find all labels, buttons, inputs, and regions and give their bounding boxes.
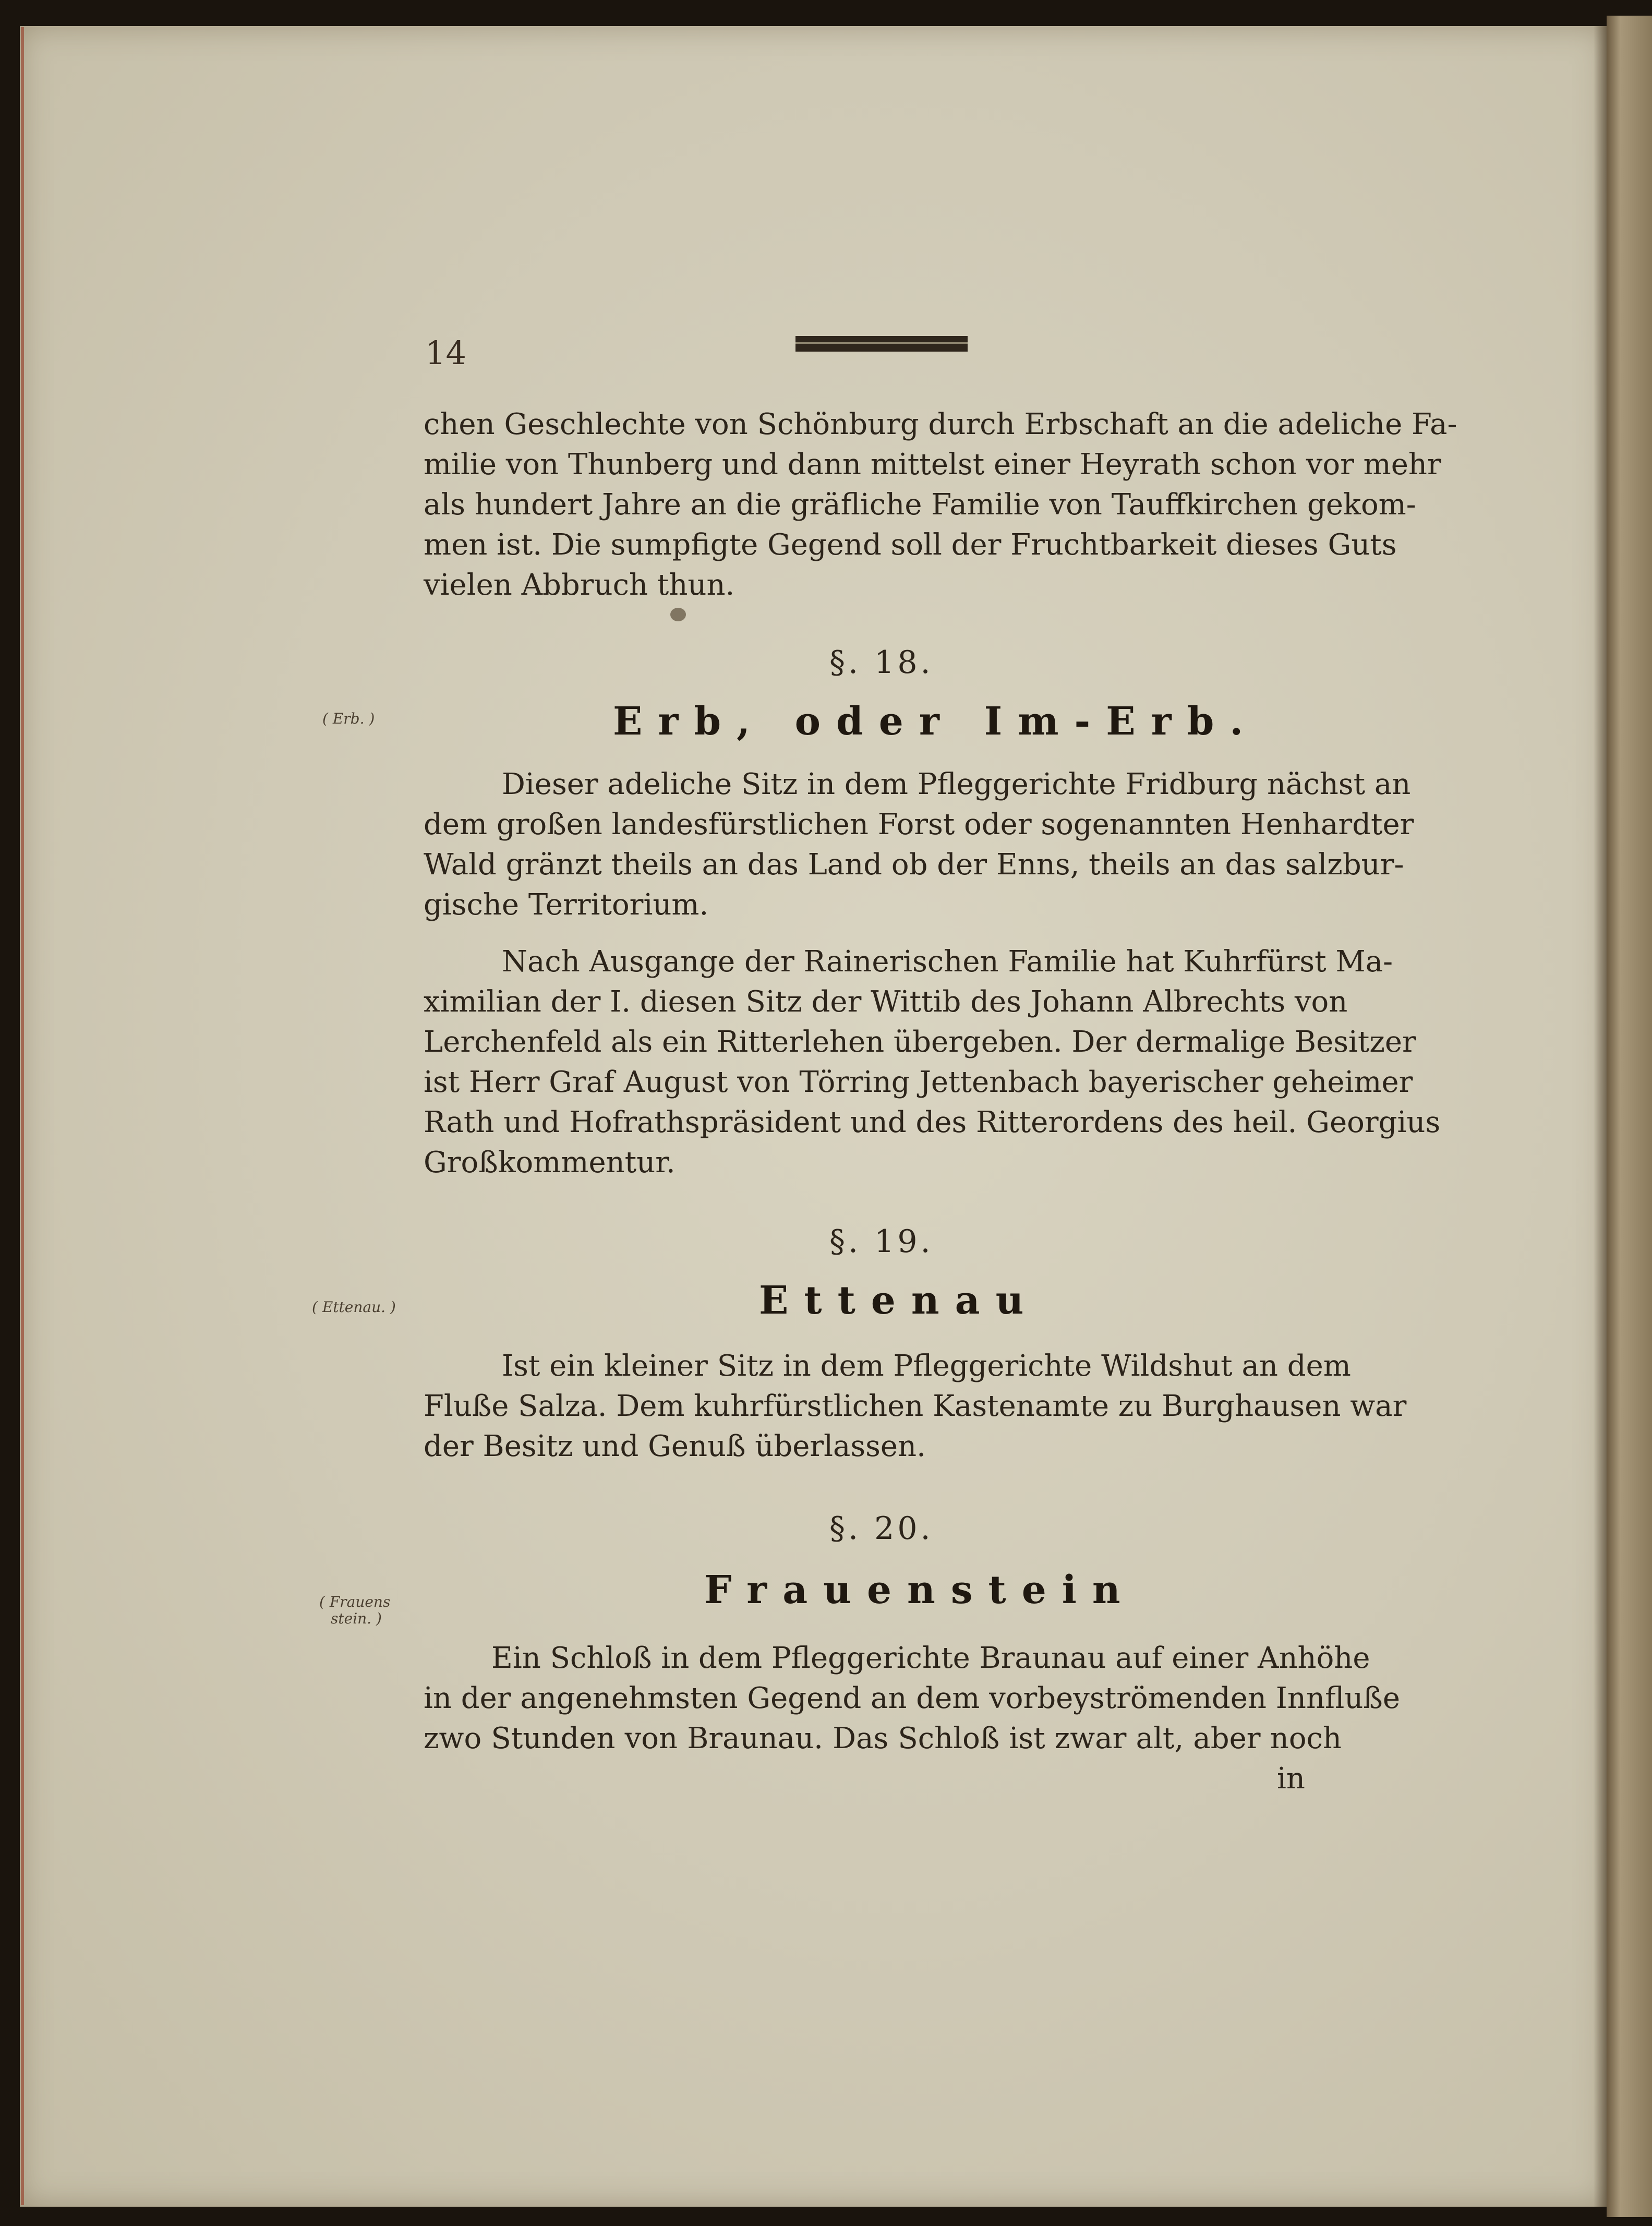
- page-red-edge: [21, 27, 24, 2205]
- text-line: dem großen landesfürstlichen Forst oder sogenannten Henhardter: [424, 808, 1414, 841]
- text-line: milie von Thunberg und dann mittelst einer Heyrath schon vor mehr: [424, 448, 1441, 482]
- text-line: men ist. Die sumpfigte Gegend soll der Fruchtbarkeit dieses Guts: [424, 528, 1397, 562]
- margin-note-line: stein. ): [331, 1610, 382, 1627]
- section-number: §. 19.: [829, 1223, 934, 1260]
- section-paragraph: [424, 1638, 1400, 1799]
- text-line: als hundert Jahre an die gräfliche Familie von Tauffkirchen gekom-: [424, 488, 1416, 522]
- text-line: Ist ein kleiner Sitz in dem Pfleggerichte Wildshut an dem: [502, 1349, 1351, 1383]
- text-line: Großkommentur.: [424, 1146, 676, 1180]
- text-line: Ein Schloß in dem Pfleggerichte Braunau auf einer Anhöhe: [491, 1641, 1370, 1675]
- text-line: Dieser adeliche Sitz in dem Pfleggerichte Fridburg nächst an: [502, 767, 1411, 801]
- text-line: ist Herr Graf August von Törring Jettenbach bayerischer geheimer: [424, 1065, 1413, 1099]
- ink-stain: [670, 608, 686, 621]
- catchword: in: [1277, 1762, 1305, 1796]
- margin-note: ( Ettenau. ): [312, 1298, 396, 1316]
- section-paragraph: [424, 764, 1414, 925]
- header-rule: [795, 336, 968, 352]
- text-line: der Besitz und Genuß überlassen.: [424, 1429, 926, 1463]
- continuation-paragraph: [424, 404, 1457, 605]
- text-line: gische Territorium.: [424, 888, 709, 922]
- section-paragraph: [424, 942, 1441, 1183]
- text-line: ximilian der I. diesen Sitz der Wittib des Johann Albrechts von: [424, 985, 1348, 1019]
- text-line: Wald gränzt theils an das Land ob der Enns, theils an das salzbur-: [424, 848, 1404, 882]
- margin-note-line: ( Frauens: [319, 1593, 391, 1610]
- text-line: in der angenehmsten Gegend an dem vorbeyströmenden Innfluße: [424, 1681, 1400, 1715]
- next-page-edge: [1607, 16, 1652, 2217]
- page-gutter-shadow: [1594, 26, 1607, 2207]
- section-title: Frauenstein: [704, 1568, 1136, 1613]
- page-header: [425, 323, 1338, 376]
- section-title: Ettenau: [759, 1278, 1040, 1323]
- text-line: vielen Abbruch thun.: [424, 568, 735, 602]
- text-line: chen Geschlechte von Schönburg durch Erbschaft an die adeliche Fa-: [424, 407, 1457, 441]
- section-number: §. 20.: [829, 1510, 934, 1547]
- section-paragraph: [424, 1346, 1407, 1466]
- section-title: Erb, oder Im-Erb.: [613, 699, 1259, 744]
- text-line: Nach Ausgange der Rainerischen Familie hat Kuhrfürst Ma-: [502, 945, 1393, 979]
- text-line: Rath und Hofrathspräsident und des Ritterordens des heil. Georgius: [424, 1105, 1441, 1139]
- margin-note: [319, 1594, 390, 1627]
- text-line: zwo Stunden von Braunau. Das Schloß ist zwar alt, aber noch: [424, 1722, 1342, 1755]
- text-line: Fluße Salza. Dem kuhrfürstlichen Kastenamte zu Burghausen war: [424, 1389, 1407, 1423]
- section-number: §. 18.: [829, 644, 934, 681]
- margin-note: ( Erb. ): [322, 710, 375, 727]
- text-line: Lerchenfeld als ein Ritterlehen übergeben. Der dermalige Besitzer: [424, 1025, 1416, 1059]
- page-number: 14: [425, 334, 466, 372]
